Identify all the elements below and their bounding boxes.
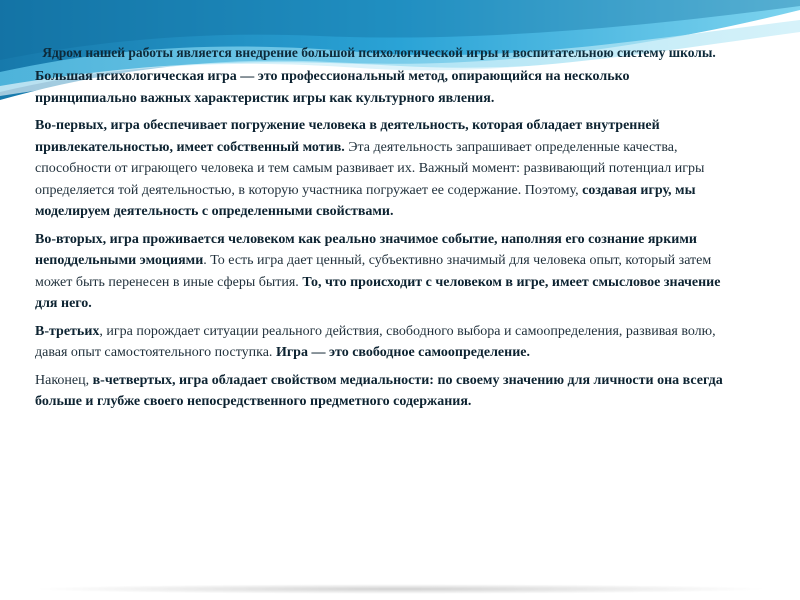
definition-text: Большая психологическая игра — это профессиональный метод, опирающийся на несколько принципиально важных характеристик игры как культурного явления. xyxy=(35,69,630,106)
slide-title: Ядром нашей работы является внедрение большой психологической игры и воспитательною систему школы. xyxy=(42,45,716,60)
paragraph-first xyxy=(35,115,723,223)
fourth-text-1: Наконец, xyxy=(35,372,93,388)
paragraph-third xyxy=(35,321,723,364)
second-bold-1: Во-вторых, игра проживается человеком как реально значимое событие, наполняя его сознание яркими неподдельными эмоциями xyxy=(35,231,697,268)
fourth-bold-1: в-четвертых, игра обладает свойством медиальности: по своему значению для личности она всегда больше и глубже своего непосредственного предметного содержания. xyxy=(35,372,723,409)
second-bold-2: То, что происходит с человеком в игре, имеет смысловое значение для него. xyxy=(35,274,721,311)
first-text-1: Эта деятельность запрашивает определенные качества, способности от играющего человека и тем самым развивает их. Важный момент: развивающий потенциал игры определяется той деятельностью, в которую участника погружает ее содержание. Поэтому, xyxy=(35,139,705,198)
first-bold-2: создавая игру, мы моделируем деятельность с определенными свойствами. xyxy=(35,182,696,219)
slide-content xyxy=(35,42,723,419)
paragraph-fourth xyxy=(35,370,723,413)
first-bold-1: Во-первых, игра обеспечивает погружение человека в деятельность, которая обладает внутренней привлекательностью, имеет собственный мотив. xyxy=(35,118,660,155)
third-bold-2: Игра — это свободное самоопределение. xyxy=(275,345,530,360)
third-bold-1: В-третьих xyxy=(35,323,100,339)
slide-shadow xyxy=(30,584,770,594)
third-text-1: , игра порождает ситуации реального действия, свободного выбора и самоопределения, развивая волю, давая опыт самостоятельного поступка. xyxy=(35,323,716,360)
paragraph-second xyxy=(35,229,723,315)
second-text-1: . То есть игра дает ценный, субъективно значимый для человека опыт, который затем может быть перенесен в иные сферы бытия. xyxy=(35,253,712,290)
paragraph-definition xyxy=(35,66,723,109)
